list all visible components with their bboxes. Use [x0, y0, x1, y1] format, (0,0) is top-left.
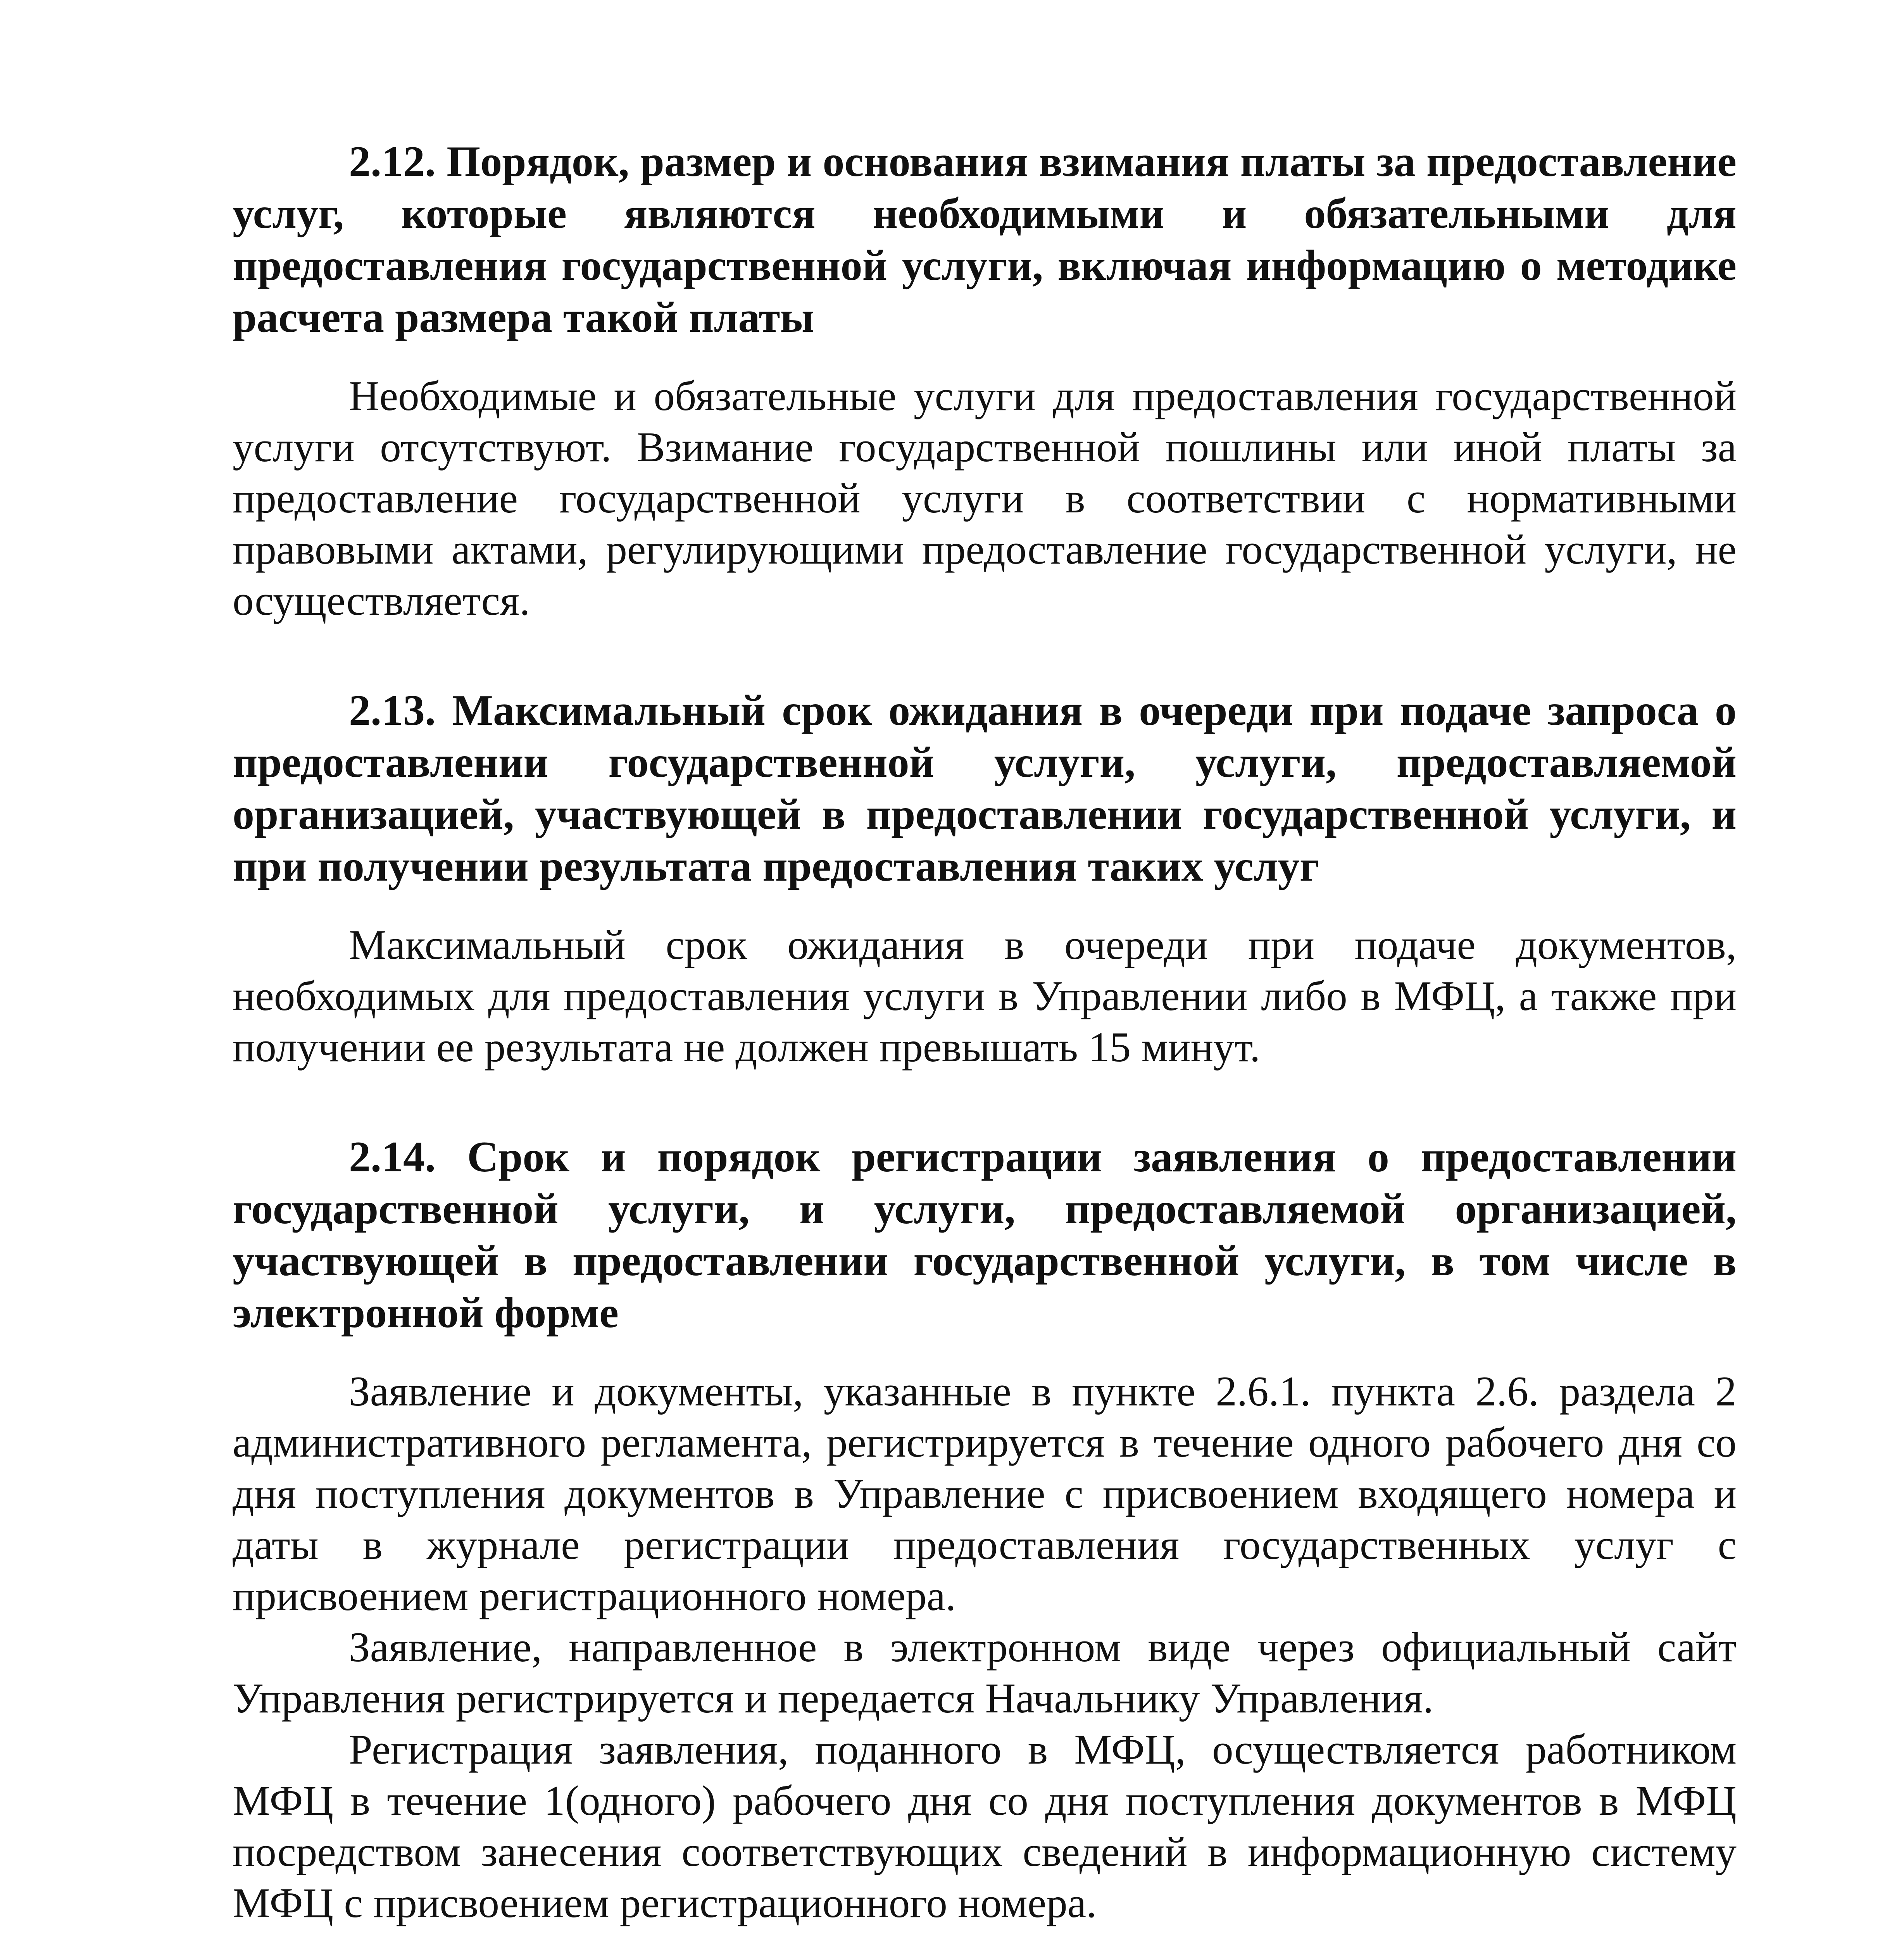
section-heading: 2.14. Срок и порядок регистрации заявления о предоставлении государственной услуги, и услуги, предоставляемой организацией, участвующей в предоставлении государственной услуги, в том числе в электронной форме [233, 1133, 1737, 1337]
section-2-14 [233, 1131, 1737, 1929]
section-heading: 2.12. Порядок, размер и основания взимания платы за предоставление услуг, которые являются необходимыми и обязательными для предоставления государственной услуги, включая информацию о методике расчета размера такой платы [233, 138, 1737, 341]
section-paragraph: Регистрация заявления, поданного в МФЦ, осуществляется работником МФЦ в течение 1(одного) рабочего дня со дня поступления документов в МФЦ посредством занесения соответствующих сведений в информационную систему МФЦ с присвоением регистрационного номера. [233, 1726, 1737, 1926]
section-2-13 [233, 685, 1737, 1073]
section-paragraph: Необходимые и обязательные услуги для предоставления государственной услуги отсутствуют. Взимание государственной пошлины или иной платы за предоставление государственной услуги в соответствии с нормативными правовыми актами, регулирующими предоставление государственной услуги, не осуществляется. [233, 372, 1737, 624]
section-2-12 [233, 136, 1737, 626]
section-paragraph: Максимальный срок ожидания в очереди при подаче документов, необходимых для предоставления услуги в Управлении либо в МФЦ, а также при получении ее результата не должен превышать 15 минут. [233, 921, 1737, 1071]
section-paragraph: Заявление, направленное в электронном виде через официальный сайт Управления регистрируется и передается Начальнику Управления. [233, 1624, 1737, 1722]
section-paragraph: Заявление и документы, указанные в пункте 2.6.1. пункта 2.6. раздела 2 административного регламента, регистрируется в течение одного рабочего дня со дня поступления документов в Управление с присвоением входящего номера и даты в журнале регистрации предоставления государственных услуг с присвоением регистрационного номера. [233, 1368, 1737, 1619]
section-heading: 2.13. Максимальный срок ожидания в очереди при подаче запроса о предоставлении государственной услуги, услуги, предоставляемой организацией, участвующей в предоставлении государственной услуги, и при получении результата предоставления таких услуг [233, 686, 1737, 890]
page-content [233, 136, 1737, 1938]
